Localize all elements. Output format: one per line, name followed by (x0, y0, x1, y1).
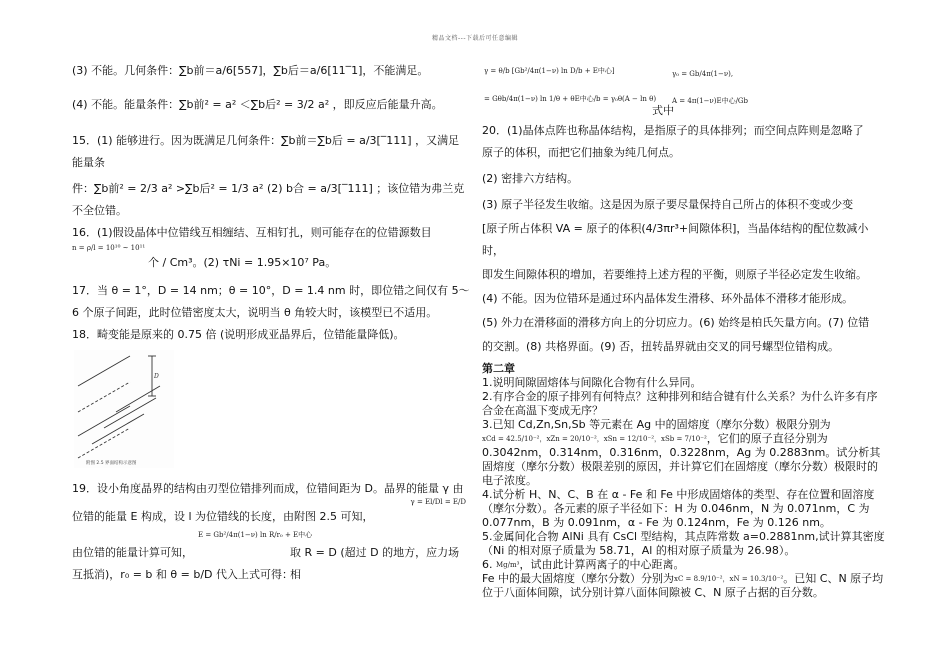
answer-19-line2: 位错的能量 E 构成，设 l 为位错线的长度，由附图 2.5 可知， (72, 510, 374, 523)
density-unit: Mg/m³ (496, 561, 520, 569)
solubility-formula: xCd = 42.5/10⁻²，xZn = 20/10⁻²，xSn = 12/10⁻²，xSb = 7/10⁻² (482, 435, 707, 443)
answer-20-d: (3) 原子半径发生收缩。这是因为原子要尽量保持自己所占的体积不变或少变 (482, 198, 854, 211)
boundary-energy-formula: γ = El/Dl = E/D (410, 498, 466, 506)
gamma-result: = Gθb/4π(1−ν) ln 1/θ + θE中心/b = γ₀θ(A − ln θ) (484, 95, 657, 103)
answer-20-h: (5) 外力在滑移面的滑移方向上的分切应力。(6) 始终是柏氏矢量方向。(7) 位错 (482, 316, 870, 329)
svg-text:D: D (154, 373, 159, 380)
question-3-intro: 3.已知 Cd,Zn,Sn,Sb 等元素在 Ag 中的固熔度（摩尔分数）极限分别为 (482, 418, 831, 431)
derivation-formulas (482, 64, 886, 120)
answer-20-a: 20．(1)晶体点阵也称晶体结构，是指原子的具体排列；而空间点阵则是忽略了 (482, 124, 864, 137)
fe-solubility-formula: xC = 8.9/10⁻²，xN = 10.3/10⁻² (674, 575, 784, 583)
answer-19-post: 取 R = D (超过 D 的地方，应力场相 (290, 546, 460, 581)
answer-19-line1: 19．设小角度晶界的结构由刃型位错排列而成，位错间距为 D。晶界的能量 γ 由 (72, 482, 464, 495)
a-definition: A = 4π(1−ν)E中心/Gb (672, 97, 749, 105)
question-6: 6. Mg/m³，试由此计算两离子的中心距离。 (482, 558, 685, 571)
dislocation-density-formula: n = ρ/l = 10¹⁰ ~ 10¹¹ (72, 244, 146, 252)
answer-18: 18．畸变能是原来的 0.75 倍 (说明形成亚晶界后，位错能量降低)。 (72, 328, 405, 341)
answer-19 (72, 478, 470, 586)
answer-20-i: 的交割。(8) 共格界面。(9) 否，扭转晶界就由交叉的同号螺型位错构成。 (482, 340, 840, 353)
answer-3: (3) 不能。几何条件：∑b前＝a/6[557]，∑b后＝a/6[11‾1]，不能满足。 (72, 64, 429, 77)
answer-16-line1: 16．(1)假设晶体中位错线互相缠结、互相钉扎，则可能存在的位错源数目 (72, 226, 432, 239)
gamma-expression: γ = θ/b [Gb²/4π(1−ν) ln D/b + E中心] (484, 67, 615, 75)
chapter-title: 第二章 (482, 362, 515, 375)
figure-caption: 附图 2.5 界面结构示意图 (86, 461, 137, 466)
answer-20-g: (4) 不能。因为位错环是通过环内晶体发生滑移、环外晶体不滑移才能形成。 (482, 292, 854, 305)
answer-20-b: 原子的体积，而把它们抽象为纯几何点。 (482, 146, 680, 159)
gamma0-definition: γ₀ = Gb/4π(1−ν), (672, 70, 734, 78)
question-1: 1.说明间隙固熔体与间隙化合物有什么异同。 (482, 376, 702, 389)
question-3-body (482, 432, 886, 488)
answer-16-text: 个 / Cm³。(2) τNi = 1.95×10⁷ Pa。 (148, 256, 337, 269)
answer-4: (4) 不能。能量条件：∑b前² = a² ＜∑b后² = 3/2 a² ，即反应后能量升高。 (72, 98, 443, 111)
answer-15-line2: 件：∑b前² = 2/3 a² >∑b后² = 1/3 a² (2) b合 = a/3[‾111] ；该位错为弗兰克不全位错。 (72, 182, 465, 217)
right-column (482, 64, 886, 600)
where-label: 式中 (652, 104, 674, 117)
interface-structure-figure (74, 350, 174, 468)
page-header: 精品文档---下载后可任意编辑 (432, 35, 518, 42)
answer-20-e: [原子所占体积 VA = 原子的体积(4/3πr³+间隙体积]，当晶体结构的配位数减小时， (482, 222, 869, 257)
question-7-text: 。已知 C、N 原子均位于八面体间隙，试分别计算八面体间隙被 C、N 原子占据的百分数。 (482, 572, 884, 599)
question-3-text: ，它们的原子直径分别为 0.3042nm，0.314nm，0.316nm，0.3228nm，Ag 为 0.2883nm。试分析其固熔度（摩尔分数）极限差别的原因，并计算它们在固熔度（摩尔分数）极限时的电子浓度。 (482, 432, 881, 487)
question-4: 4.试分析 H、N、C、B 在 α - Fe 和 Fe 中形成固熔体的类型、存在位置和固溶度（摩尔分数）。各元素的原子半径如下：H 为 0.046nm，N 为 0.071nm，C 为 0.077nm，B 为 0.091nm，α - Fe 为 0.124nm，Fe 为 0.126 nm。 (482, 488, 875, 529)
answer-16-line2 (72, 244, 470, 278)
answer-20-c: (2) 密排六方结构。 (482, 172, 579, 185)
question-7 (482, 572, 886, 600)
question-2: 2.有序合金的原子排列有何特点？这种排列和结合键有什么关系？为什么许多有序合金在高温下变成无序？ (482, 390, 878, 417)
answer-20-f: 即发生间隙体积的增加，若要维持上述方程的平衡，则原子半径必定发生收缩。 (482, 268, 867, 281)
question-6-text: ，试由此计算两离子的中心距离。 (519, 558, 685, 571)
answer-19-line4: 互抵消)，r₀ = b 和 θ = b/D 代入上式可得： (72, 568, 294, 581)
answer-19-pre: 由位错的能量计算可知， (72, 546, 193, 559)
answer-15-line1: 15．(1) 能够进行。因为既满足几何条件：∑b前＝∑b后 = a/3[‾111] ，又满足能量条 (72, 134, 460, 169)
dislocation-energy-formula: E = Gb²/4π(1−ν) ln R/r₀ + E中心 (198, 531, 313, 539)
answer-17: 17．当 θ = 1°，D = 14 nm；θ = 10°，D = 1.4 nm 时，即位错之间仅有 5～6 个原子间距，此时位错密度太大，说明当 θ 角较大时，该模型已不适用。 (72, 284, 470, 319)
question-7-intro: Fe 中的最大固熔度（摩尔分数）分别为 (482, 572, 674, 585)
left-column (72, 60, 470, 586)
question-5: 5.金属间化合物 AlNi 具有 CsCl 型结构，其点阵常数 a=0.2881nm,试计算其密度（Ni 的相对原子质量为 58.71，Al 的相对原子质量为 26.98）。 (482, 530, 885, 557)
